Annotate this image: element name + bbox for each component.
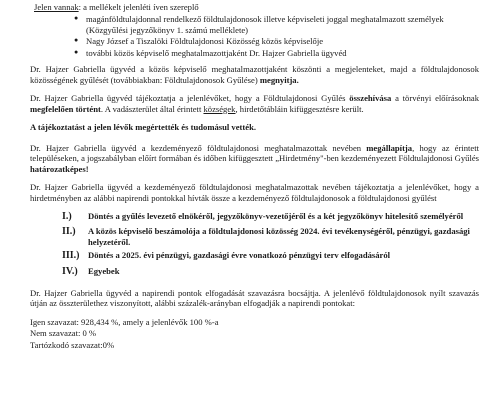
agenda-item: II.) A közös képviselő beszámolója a földtulajdonosi közösség 2024. évi tevékenységéről, pénzügyi, gazdasági helyzetéről. [62,226,470,247]
present-heading [34,2,479,12]
present-label: Jelen vannak [34,2,79,12]
list-item: ● Nagy József a Tiszalöki Földtulajdonosi Közösség közös képviselője [74,36,324,47]
bullet-icon: ● [74,47,79,56]
vote-no: Nem szavazat: 0 % [30,328,97,339]
vote-paragraph: Dr. Hajzer Gabriella ügyvéd a napirendi pontok elfogadását szavazásra bocsájtja. A jelenlévő földtulajdonosok nyílt szavazás útján az összterülethez viszonyított, alábbi százalék-arányban elfogadják a napirendi pontokat: [30,287,479,309]
list-item: ● további közös képviselő meghatalmazottjaként Dr. Hajzer Gabriella ügyvéd [74,47,347,58]
list-item: ● magánföldtulajdonnal rendelkező földtulajdonosok illetve képviseleti joggal meghatalmazott személyek (Közgyűlési jegyzőkönyv 1. számú melléklete) [74,14,444,35]
vote-yes: Igen szavazat: 928,434 %, amely a jelenlévők 100 %-a [30,316,219,327]
agenda-intro-paragraph: Dr. Hajzer Gabriella ügyvéd a kezdeményező földtulajdonosi meghatalmazottak nevében tájékoztatja a jelenlévőket, hogy a hirdetményben az alábbi napirendi pontokkal hívták össze a kezdeményező földtulajdonosok a földtulajdonosi gyűlést [30,182,479,203]
present-list [30,14,479,58]
bullet-icon: ● [74,14,79,23]
agenda-item: I.) Döntés a gyűlés levezető elnökéről, jegyzőkönyv-vezetőjéről és a két jegyzőkönyv hitelesítő személyéről [62,211,464,223]
opening-paragraph: Dr. Hajzer Gabriella ügyvéd a közös képviselő meghatalmazottjaként köszönti a megjelenteket, majd a földtulajdonosok közösségének gyűlését (továbbiakban: Földtulajdonosok Gyűlése) megnyitja. [30,64,479,85]
quorum-paragraph: Dr. Hajzer Gabriella ügyvéd a kezdeményező földtulajdonosi meghatalmazottak nevében megállapítja, hogy az érintett településeken, a jogszabályban előírt formában és időben kifüggesztett „Hirdetmény"-ben kezdeményezett Földtulajdonosi Gyűlés határozatképes! [30,142,480,174]
convocation-paragraph: Dr. Hajzer Gabriella ügyvéd tájékoztatja a jelenlévőket, hogy a Földtulajdonosi Gyűlés összehívása a törvényi előírásoknak megfelelően történt. A vadászterület által érintett községek, hirdetőtábláin kifüggesztésre került. [30,93,479,114]
opening-bold: megnyitja. [259,74,299,85]
bullet-icon: ● [74,36,79,45]
present-rest: : a mellékelt jelenléti íven szereplő [78,2,199,12]
agenda-item: III.) Döntés a 2025. évi pénzügyi, gazdasági évre vonatkozó pénzügyi terv elfogadásáról [62,250,391,262]
vote-abstain: Tartózkodó szavazat:0% [30,339,115,350]
agenda-list [30,211,479,278]
acknowledgement: A tájékoztatást a jelen lévők megértették és tudomásul vették. [30,122,257,133]
agenda-item: IV.) Egyebek [62,265,120,277]
